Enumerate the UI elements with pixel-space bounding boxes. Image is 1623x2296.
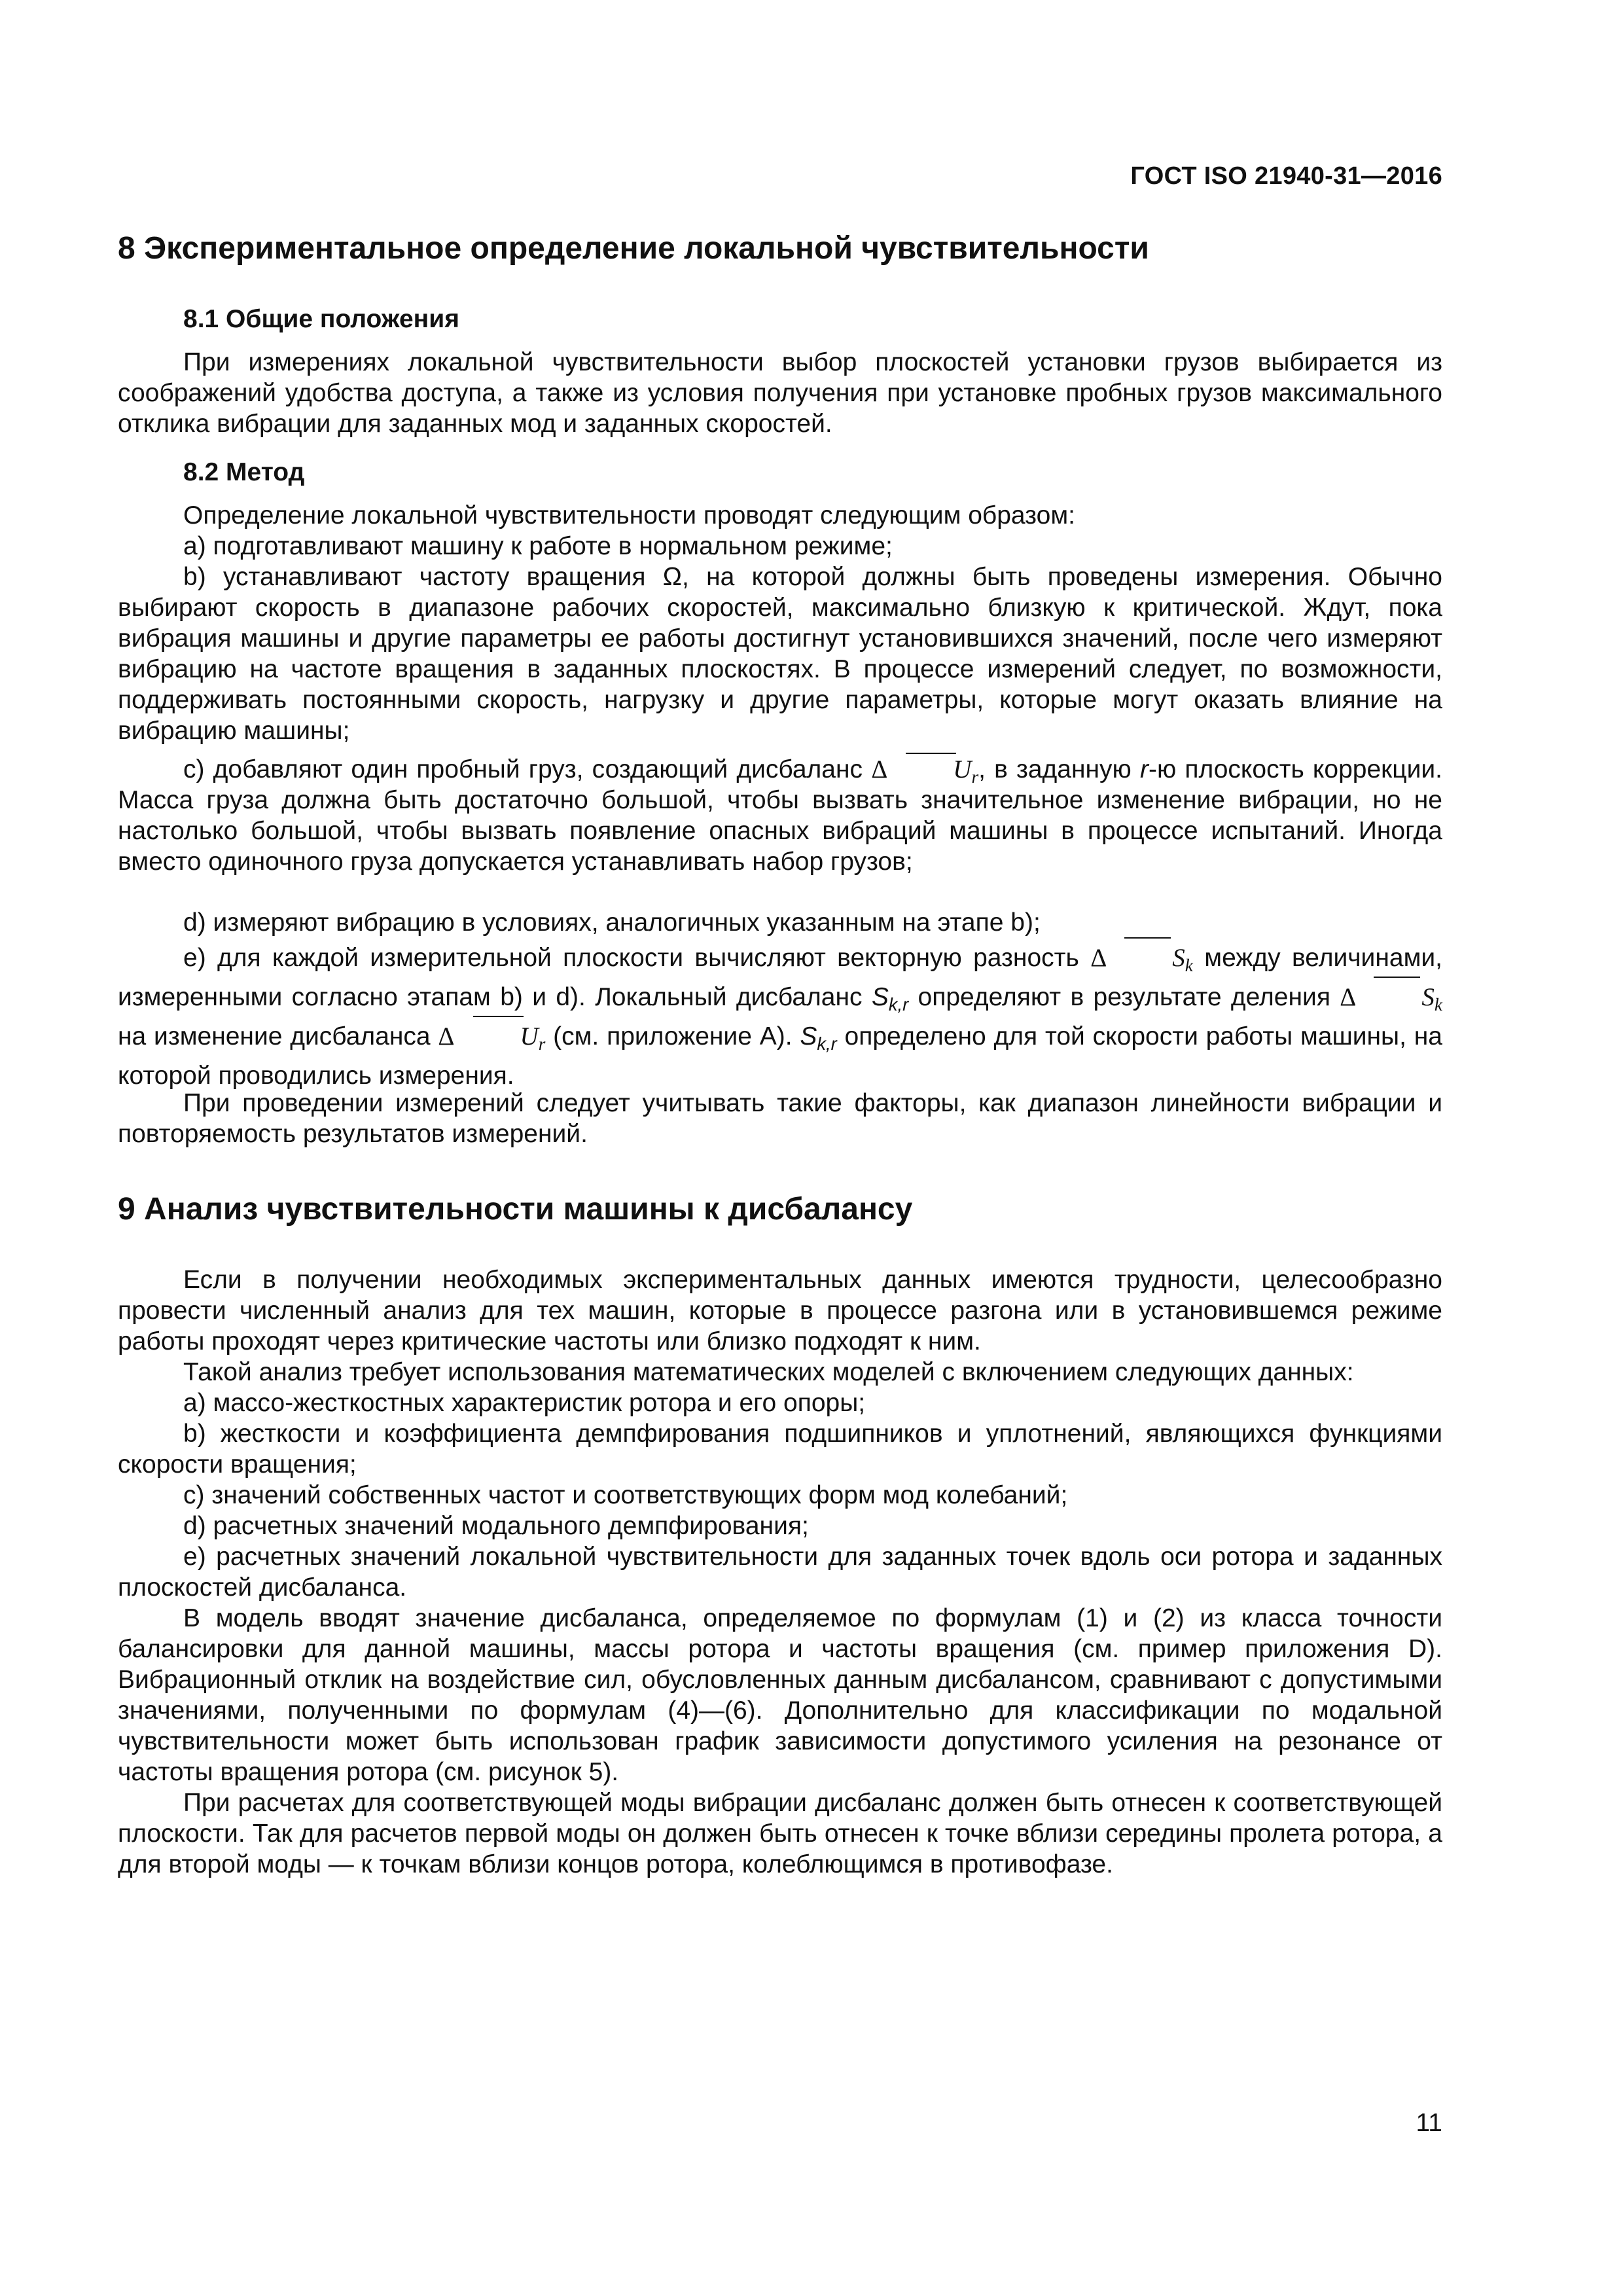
section-9-paragraph-3: В модель вводят значение дисбаланса, определяемое по формулам (1) и (2) из класса точности балансировки для данной машины, массы ротора и частоты вращения (см. пример приложения D). Вибрационный отклик на воздействие сил, обусловленных данным дисбалансом, сравнивают с допустимыми значениями, полученными по формулам (4)—(6). Дополнительно для классификации по модальной чувствительности может быть использован график зависимости допустимого усиления на резонансе от частоты вращения ротора (см. рисунок 5). xyxy=(118,1604,1442,1786)
analysis-item-d: d) расчетных значений модального демпфирования; xyxy=(183,1512,809,1540)
formula-delta-s: Δ $S_k$ xyxy=(1340,983,1442,1011)
section-9-title: 9 Анализ чувствительности машины к дисбалансу xyxy=(118,1192,913,1227)
method-closing: При проведении измерений следует учитывать такие факторы, как диапазон линейности вибрации и повторяемость результатов измерений. xyxy=(118,1089,1442,1148)
step-e-text-2: между величинами, измеренными согласно этапам b) и d). Локальный дисбаланс xyxy=(118,944,1443,1011)
subsection-8-2-title: 8.2 Метод xyxy=(183,458,305,486)
analysis-item-e: е) расчетных значений локальной чувствительности для заданных точек вдоль оси ротора и заданных плоскостей дисбаланса. xyxy=(118,1543,1442,1602)
analysis-item-c: с) значений собственных частот и соответствующих форм мод колебаний; xyxy=(183,1481,1068,1509)
subsection-8-1-paragraph: При измерениях локальной чувствительности выбор плоскостей установки грузов выбирается из соображений удобства доступа, а также из условия получения при установке пробных грузов максимального отклика вибрации для заданных мод и заданных скоростей. xyxy=(118,348,1442,438)
step-c-text-2: , в заданную xyxy=(978,755,1132,783)
step-e-text-5: (см. приложение А). xyxy=(553,1022,793,1050)
plane-index-r: r xyxy=(1139,755,1149,783)
section-9-paragraph-4: При расчетах для соответствующей моды вибрации дисбаланс должен быть отнесен к соответствующей плоскости. Так для расчетов первой моды он должен быть отнесен к точке вблизи середины пролета ротора, а для второй моды — к точкам вблизи концов ротора, колеблющимся в противофазе. xyxy=(118,1789,1442,1878)
method-step-c xyxy=(118,754,1442,877)
step-e-text-1: е) для каждой измерительной плоскости вычисляют векторную разность xyxy=(183,944,1079,972)
formula-delta-u xyxy=(871,755,979,787)
analysis-item-a: а) массо-жесткостных характеристик ротора и его опоры; xyxy=(183,1389,866,1417)
step-e-text-4: на изменение дисбаланса xyxy=(118,1022,431,1050)
subscript-r: r xyxy=(971,767,979,787)
step-e-text-3: определяют в результате деления xyxy=(918,983,1330,1011)
local-unbalance-symbol: $S_{k,r}$ xyxy=(800,1022,837,1054)
delta-symbol: Δ xyxy=(1090,944,1107,972)
local-unbalance-symbol: $S_{k,r}$ xyxy=(871,983,909,1014)
analysis-item-b: b) жесткости и коэффициента демпфирования подшипников и уплотнений, являющихся функциями скорости вращения; xyxy=(118,1420,1442,1479)
step-c-text-1: с) добавляют один пробный груз, создающий дисбаланс xyxy=(183,755,863,783)
s-vector: S xyxy=(1107,939,1185,978)
method-step-b: b) устанавливают частоту вращения Ω, на которой должны быть проведены измерения. Обычно выбирают скорость в диапазоне рабочих скоростей, максимально близкую к критической. Ждут, пока вибрация машины и другие параметры ее работы достигнут установившихся значений, после чего измеряют вибрацию на частоте вращения в заданных плоскостях. В процессе измерений следует, по возможности, поддерживать постоянными скорость, нагрузку и другие параметры, которые могут оказать влияние на вибрацию машины; xyxy=(118,563,1442,745)
section-8-title: 8 Экспериментальное определение локальной чувствительности xyxy=(118,231,1149,266)
formula-delta-s xyxy=(1090,944,1193,975)
section-9-paragraph-1: Если в получении необходимых экспериментальных данных имеются трудности, целесообразно провести численный анализ для тех машин, которые в процессе разгона или в установившемся режиме работы проходят через критические частоты или близко подходят к ним. xyxy=(118,1266,1442,1355)
method-step-a: а) подготавливают машину к работе в нормальном режиме; xyxy=(183,532,893,560)
method-step-d: d) измеряют вибрацию в условиях, аналогичных указанным на этапе b); xyxy=(183,908,1041,937)
step-c-text-3: -ю плоскость коррекции. Масса груза должна быть достаточно большой, чтобы вызвать значительное изменение вибрации, но не настолько большой, чтобы вызвать появление опасных вибраций машины в процессе испытаний. Иногда вместо одиночного груза допускается устанавливать набор грузов; xyxy=(118,755,1442,876)
subsection-8-1-title: 8.1 Общие положения xyxy=(183,305,459,333)
method-intro: Определение локальной чувствительности проводят следующим образом: xyxy=(183,501,1075,529)
formula-delta-u: Δ $U_r$ xyxy=(438,1022,545,1050)
page-number: 11 xyxy=(1416,2109,1442,2137)
subscript-k: k xyxy=(1185,956,1193,975)
delta-symbol: Δ xyxy=(871,755,888,783)
u-vector: U xyxy=(887,754,971,785)
step-e-text-6: определено для той скорости работы машины, на которой проводились измерения. xyxy=(118,1022,1442,1090)
method-step-e xyxy=(118,939,1442,1096)
section-9-paragraph-2: Такой анализ требует использования математических моделей с включением следующих данных: xyxy=(183,1358,1354,1386)
document-standard-code: ГОСТ ISO 21940-31—2016 xyxy=(1130,162,1442,190)
